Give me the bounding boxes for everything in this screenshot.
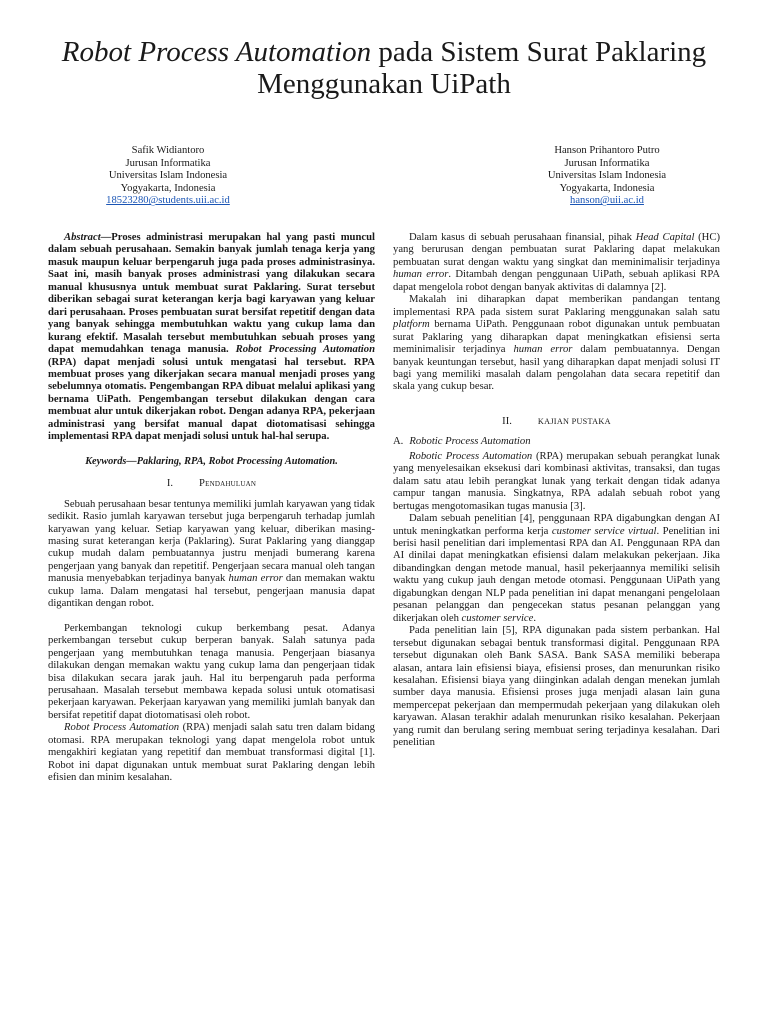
author-email-link[interactable]: 18523280@students.uii.ac.id	[106, 195, 230, 207]
text-run: (RPA) menjadi salah satu tren dalam bidang otomasi. RPA merupakan teknologi yang dapat mengelola robot untuk mengakhiri kegiatan yang repetitif dan membuat transformasi digital [1]. Robot ini dapat digunakan untuk membuat surat Paklaring dengan lebih efisien dan minim kesalahan.	[48, 722, 375, 784]
section-number: II.	[502, 415, 512, 427]
body-paragraph: Perkembangan teknologi cukup berkembang pesat. Adanya perkembangan tersebut cukup berperan banyak. Salah satunya pada pengerjaan yang membutuhkan tenaga manusia. Pengerjaan biasanya dilakukan dengan memakan waktu yang cukup lama dan pengerjaan tidak bisa dilakukan secara jarak jauh. Hal itu berpengaruh pada performa perusahaan. Masalah tersebut membawa kepada solusi untuk otomatisasi pekerjaan karyawan. Pekerjaan karyawan yang memiliki jumlah banyak dan bersifat repetitif dapat diotomatisasi oleh robot.	[48, 622, 375, 721]
body-paragraph	[48, 499, 375, 611]
text-run: bernama UiPath. Penggunaan robot digunakan untuk pembuatan surat Paklaring yang diharapkan dapat meningkatkan efisiensi serta meminimalisir terjadinya	[393, 319, 720, 356]
section-title: KAJIAN PUSTAKA	[537, 416, 611, 426]
text-run: Makalah ini diharapkan dapat memberikan pandangan tentang implementasi RPA pada sistem surat Paklaring menggunakan salah satu	[393, 294, 720, 318]
text-run: Dalam kasus di sebuah perusahaan finansial, pihak	[409, 232, 636, 243]
author-city: Yogyakarta, Indonesia	[120, 182, 216, 194]
paper-title	[60, 36, 708, 100]
subsection-title: Robotic Process Automation	[409, 436, 531, 448]
author-dept: Jurusan Informatika	[564, 157, 650, 169]
italic-run: customer service virtual	[551, 525, 657, 537]
text-run: Dalam sebuah penelitian [4], penggunaan RPA digabungkan dengan AI untuk meningkatkan performa kerja	[393, 513, 720, 537]
body-paragraph	[393, 513, 720, 625]
keywords-label: Keywords	[85, 455, 127, 467]
italic-run: human error	[393, 269, 449, 281]
keywords-text: Paklaring, RPA, Robot Processing Automation.	[136, 455, 338, 467]
abstract-text-2: (RPA) dapat menjadi solusi untuk mengatasi hal tersebut. RPA membuat proses yang dikerjakan secara manual menjadi proses yang sebelumnya otomatis. Pengembangan RPA dibuat melalui aplikasi yang bernama UiPath. Pengembangan tersebut dilakukan dengan cara membuat alur untuk dikerjakan robot. Dengan adanya RPA, pekerjaan administrasi yang bersifat manual dapat diotomatisasi sehingga implementasi RPA dapat menjadi solusi untuk hal-hal serupa.	[48, 356, 375, 443]
author-email-link[interactable]: hanson@uii.ac.id	[570, 195, 644, 207]
abstract-italic-term: Robot Processing Automation	[235, 344, 375, 356]
author-city: Yogyakarta, Indonesia	[559, 182, 655, 194]
title-rest: pada Sistem Surat Paklaring Menggunakan UiPath	[257, 36, 707, 100]
title-italic: Robot Process Automation	[61, 36, 372, 68]
italic-run: Head Capital	[635, 232, 695, 243]
text-run: . Penelitian ini berisi hasil penelitian dari implementasi RPA dan AI. Penggunaan RPA dan AI dinilai dapat meningkatkan efisiensi dalam melakukan pekerjaan. Jika dibandingkan dengan metode manual, hasil pekerjaannya memiliki selisih waktu yang cukup jauh dengan metode otomasi. Penggunaan UiPath yang digabungkan dengan NLP pada penelitian ini dapat menangani pengelolaan pesanan pelanggan dan pengecekan status pesanan pelanggan yang dikerjakan oleh	[393, 525, 720, 624]
body-paragraph: Pada penelitian lain [5], RPA digunakan pada sistem perbankan. Hal tersebut digunakan sebagai bentuk transformasi digital. Penggunaan RPA tersebut digunakan oleh Bank SASA. Bank SASA memiliki beberapa alasan, antara lain efisiensi biaya, efisiensi proses, dan menurunkan risiko kesalahan. Efisiensi biaya yang diinginkan adalah dengan menekan jumlah sumber daya manusia. Efisiensi proses juga menjadi alasan lain guna mempercepat pekerjaan dan mempermudah pekerjaan yang dilakukan oleh karyawan. Alasan terakhir adalah menurunkan risiko kesalahan. Pekerjaan yang rumit dan berulang sering membuat sering terjadinya kesalahan. Dari penelitian	[393, 625, 720, 749]
section-heading-2	[393, 416, 720, 428]
text-run: (HC) yang berurusan dengan pembuatan surat Paklaring dapat melakukan pembuatan surat dengan waktu yang singkat dan meminimalisir terjadinya	[393, 232, 720, 268]
subsection-heading-a	[393, 436, 720, 448]
keywords-dash: —	[126, 455, 137, 467]
italic-run: platform	[393, 319, 430, 331]
text-run: (RPA) merupakan sebuah perangkat lunak yang menyelesaikan eksekusi dari kombinasi aktivitas, transaksi, dan tugas dalam satu atau lebih perangkat lunak yang terkait dengan tidak adanya campur tangan manusia. Singkatnya, RPA adalah sebuah robot yang bertugas mengotomasikan tugas manusia [3].	[393, 450, 720, 512]
left-column	[48, 232, 375, 785]
text-run: dalam pembuatannya. Dengan banyak keuntungan tersebut, hasil yang diharapkan dapat menjadi solusi IT bagi yang memiliki masalah dalam pengolahan data secara repetitif dan skala yang cukup besar.	[393, 344, 720, 393]
section-title: Pendahuluan	[199, 478, 257, 490]
author-name: Safik Widiantoro	[131, 145, 205, 156]
body-paragraph	[48, 722, 375, 784]
author-dept: Jurusan Informatika	[125, 157, 211, 169]
section-number: I.	[166, 478, 174, 490]
author-block-1	[48, 145, 288, 208]
text-run: . Ditambah dengan penggunaan UiPath, sebuah aplikasi RPA dapat mengelola robot dengan banyak aktivitas di dalamnya [2].	[393, 269, 720, 293]
author-block-2	[487, 145, 727, 208]
italic-run: human error	[513, 344, 573, 356]
body-paragraph	[393, 451, 720, 513]
keywords-line	[48, 456, 375, 468]
italic-run: Robot Process Automation	[64, 722, 180, 734]
author-name: Hanson Prihantoro Putro	[554, 145, 660, 156]
subsection-letter: A.	[393, 436, 404, 448]
body-paragraph	[393, 232, 720, 294]
italic-run: human error	[228, 573, 283, 585]
text-run: dan memakan waktu cukup lama. Dalam mengatasi hal tersebut, pengerjaan manusia dapat digantikan dengan robot.	[48, 573, 375, 610]
abstract-paragraph	[48, 232, 375, 444]
text-run: Sebuah perusahaan besar tentunya memiliki jumlah karyawan yang tidak sedikit. Rasio jumlah karyawan tersebut juga berpengaruh terhadap jumlah karyawan yang keluar. Setiap karyawan yang keluar, diberikan masing-masing surat keterangan kerja (Paklaring). Surat Paklaring yang dianggap cukup mudah dalam pembuatannya justru menjadi bumerang karena pengerjaan yang banyak dan repetitif. Pengerjaan secara manual oleh tangan manusia menyebabkan terjadinya banyak	[48, 498, 375, 585]
italic-run: Robotic Process Automation	[409, 450, 533, 462]
abstract-dash: —	[100, 232, 112, 243]
author-univ: Universitas Islam Indonesia	[547, 170, 667, 182]
body-paragraph	[393, 294, 720, 394]
abstract-text-1: Proses administrasi merupakan hal yang pasti muncul dalam sebuah perusahaan. Semakin banyak jumlah tenaga kerja yang masuk maupun keluar berpengaruh juga pada proses administrasinya. Saat ini, masih banyak proses administrasi yang dilakukan secara manual khususnya untuk membuat surat Paklaring. Surat tersebut diberikan sebagai surat keterangan kerja bagi karyawan yang keluar dari perusahaan. Proses pembuatan surat bersifat repetitif dengan data yang banyak sehingga membutuhkan waktu yang cukup lama dan kurang efektif. Masalah tersebut membutuhkan sebuah proses yang dapat memudahkan tenaga manusia.	[48, 232, 375, 356]
abstract-label: Abstract	[64, 232, 101, 243]
italic-run: customer service	[461, 612, 534, 624]
right-column	[393, 232, 720, 750]
author-univ: Universitas Islam Indonesia	[108, 170, 228, 182]
text-run: .	[533, 612, 537, 624]
section-heading-1	[48, 478, 375, 490]
